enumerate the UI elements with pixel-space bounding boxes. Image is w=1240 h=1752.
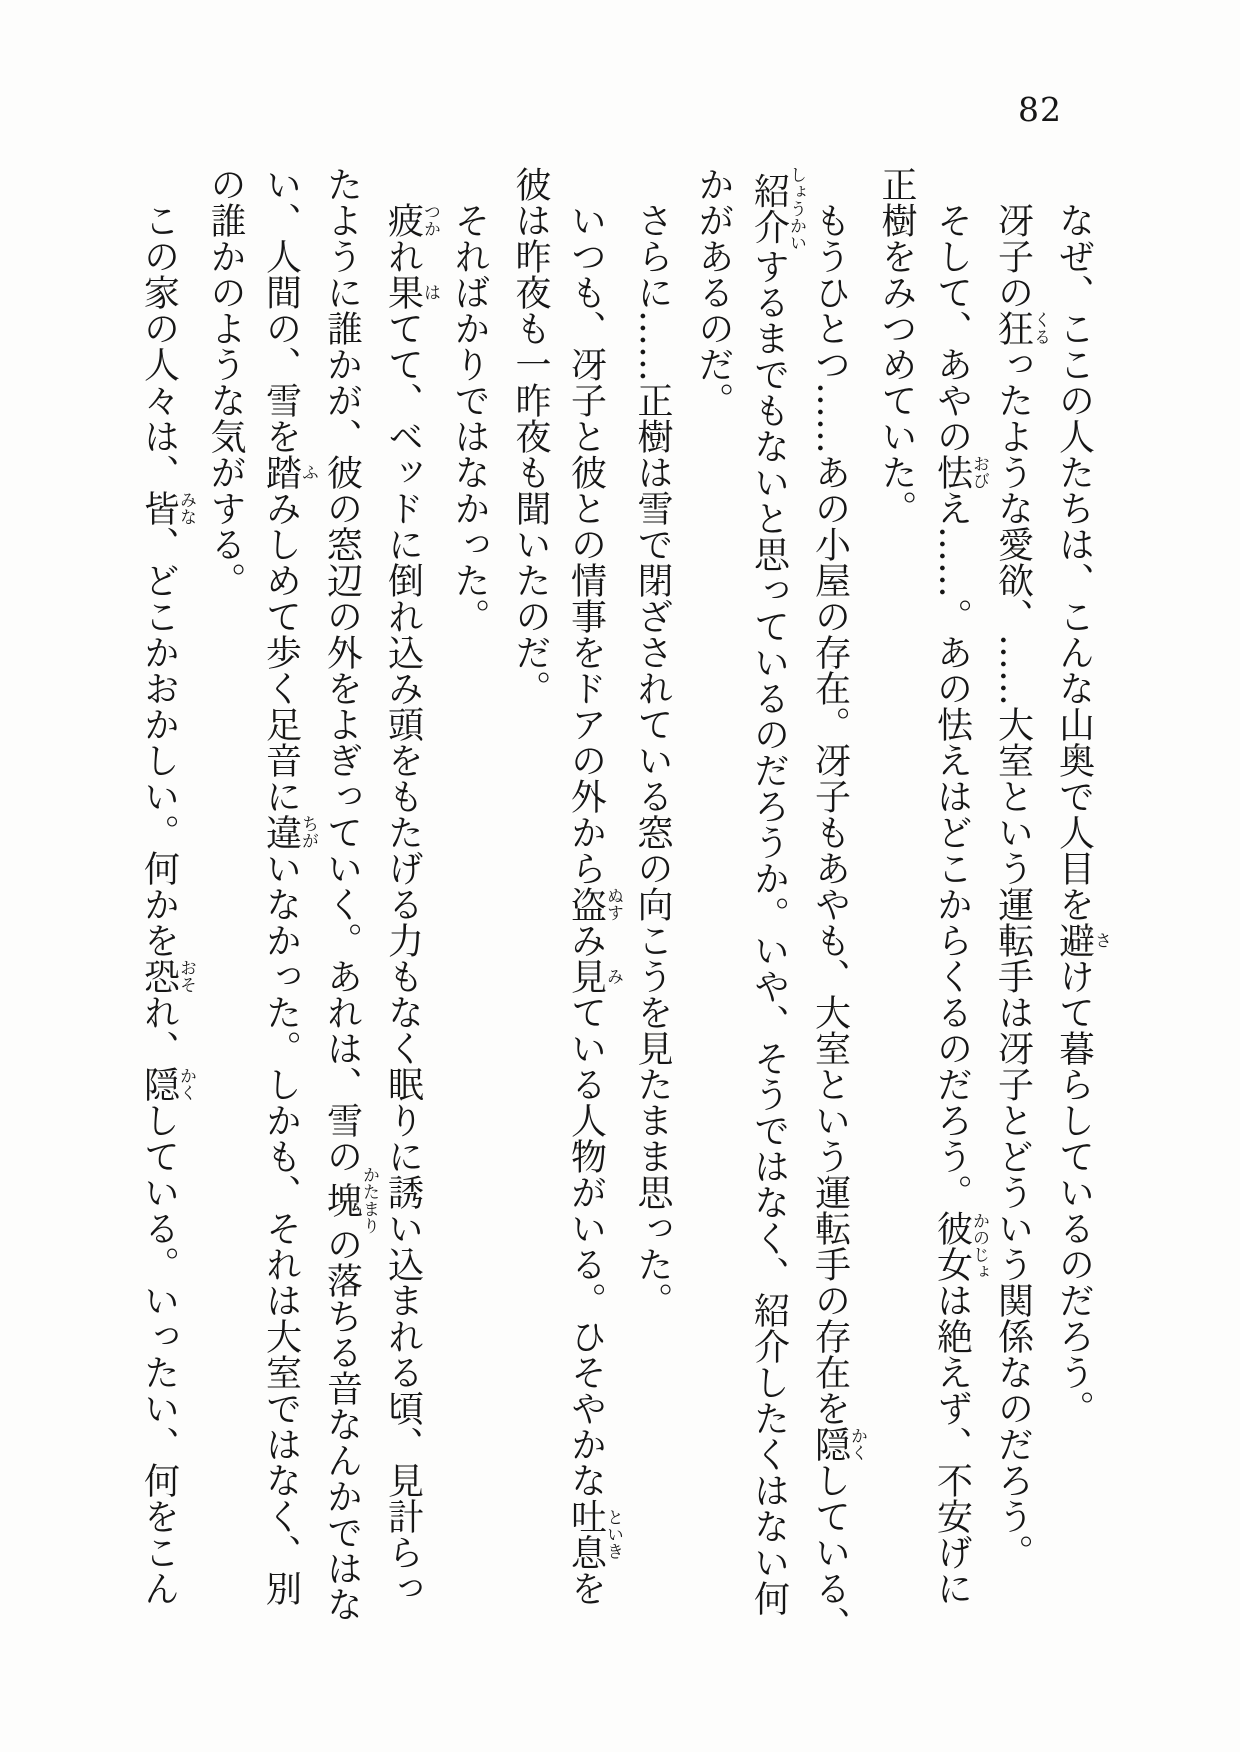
furigana-text: おび [969, 454, 989, 490]
furigana-annotated-word: 盗ぬす [565, 886, 623, 922]
page-number: 82 [1018, 90, 1062, 129]
text-column: 疲つかれ果はてて、ベッドに倒れ込み頭をもたげる力もなく眠りに誘い込まれる頃、見計らっ [382, 202, 440, 1606]
furigana-annotated-word: 見み [565, 958, 623, 994]
furigana-text: ぬす [603, 886, 623, 922]
furigana-text: おそ [176, 958, 196, 994]
furigana-text: かく [176, 1066, 196, 1102]
furigana-annotated-word: 彼女かのじょ [931, 1210, 989, 1282]
furigana-text: くる [1030, 310, 1050, 346]
furigana-annotated-word: 隠かく [138, 1066, 196, 1102]
furigana-annotated-word: 果は [382, 274, 440, 310]
furigana-text: といき [603, 1498, 623, 1570]
furigana-annotated-word: 皆みな [138, 490, 196, 526]
text-column: もうひとつ……あの小屋の存在。冴子もあやも、大室という運転手の存在を隠かくしている、 [809, 202, 867, 1642]
furigana-text: ちが [298, 814, 318, 850]
text-column: 紹介しょうかいするまでもないと思っているのだろうか。いや、そうではなく、紹介したくはない何 [748, 166, 806, 1616]
text-column: い、人間の、雪を踏ふみしめて歩く足音に違ちがいなかった。しかも、それは大室ではなく、別 [260, 166, 318, 1606]
furigana-annotated-word: 疲つか [382, 202, 440, 238]
text-column: たように誰かが、彼の窓辺の外をよぎっていく。あれは、雪の塊かたまりの落ちる音なんかではな [321, 166, 379, 1622]
text-column: の誰かのような気がする。 [205, 166, 246, 598]
text-column: 正樹をみつめていた。 [876, 166, 917, 526]
text-column: そして、あやの怯おびえ……。あの怯えはどこからくるのだろう。彼女かのじょは絶えず、不安げに [931, 202, 989, 1606]
furigana-text: み [603, 958, 623, 994]
furigana-text: かのじょ [969, 1210, 989, 1282]
text-column: この家の人々は、皆みな、どこかおかしい。何かを恐おそれ、隠かくしている。いったい、何をこん [138, 202, 196, 1606]
furigana-annotated-word: 踏ふ [260, 454, 318, 490]
furigana-text: は [420, 274, 440, 310]
furigana-text: ふ [298, 454, 318, 490]
text-column: なぜ、ここの人たちは、こんな山奥で人目を避さけて暮らしているのだろう。 [1053, 202, 1111, 1426]
text-column: 冴子の狂くるったような愛欲、……大室という運転手は冴子とどういう関係なのだろう。 [992, 202, 1050, 1570]
vertical-text-block [134, 166, 1111, 1642]
text-column: さらに……正樹は雪で閉ざされている窓の向こうを見たまま思った。 [632, 202, 673, 1318]
furigana-text: しょうかい [786, 166, 806, 251]
text-column: 彼は昨夜も一昨夜も聞いたのだ。 [510, 166, 551, 706]
furigana-text: みな [176, 490, 196, 526]
furigana-annotated-word: 怯おび [931, 454, 989, 490]
furigana-annotated-word: 吐息といき [565, 1498, 623, 1570]
furigana-annotated-word: 狂くる [992, 310, 1050, 346]
furigana-text: かく [847, 1426, 867, 1462]
furigana-text: つか [420, 202, 440, 238]
furigana-annotated-word: 違ちが [260, 814, 318, 850]
furigana-text: かたまり [359, 1166, 379, 1234]
furigana-annotated-word: 紹介しょうかい [748, 166, 806, 251]
text-column: かがあるのだ。 [693, 166, 734, 418]
text-column: そればかりではなかった。 [449, 202, 490, 634]
text-column: いつも、冴子と彼との情事をドアの外から盗ぬすみ見みている人物がいる。ひそやかな吐息といきを [565, 202, 623, 1606]
furigana-annotated-word: 避さ [1053, 922, 1111, 958]
furigana-annotated-word: 恐おそ [138, 958, 196, 994]
furigana-annotated-word: 隠かく [809, 1426, 867, 1462]
furigana-annotated-word: 塊かたまり [321, 1166, 379, 1234]
furigana-text: さ [1091, 922, 1111, 958]
